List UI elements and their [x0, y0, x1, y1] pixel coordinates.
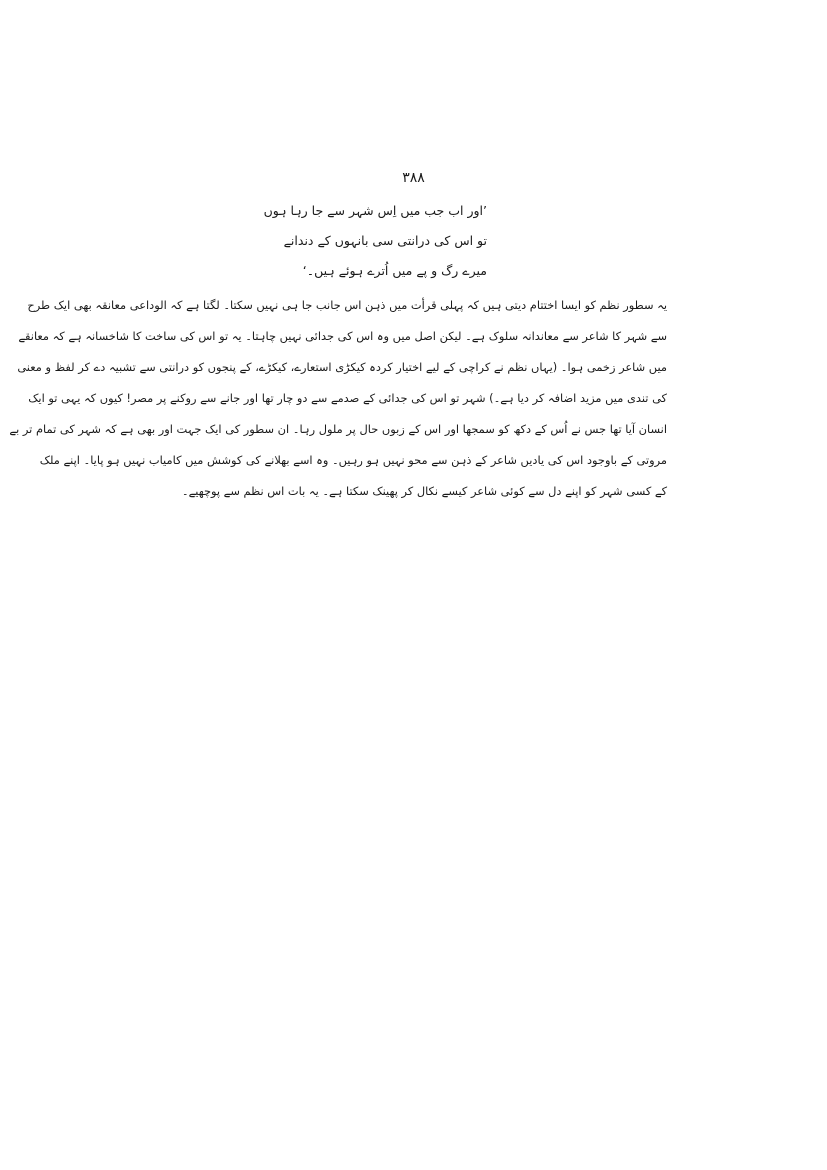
prose-line: میں شاعر زخمی ہوا۔ (یہاں نظم نے کراچی کے لیے اختیار کردہ کیکڑی استعارے، کیکڑے، کے پنجوں کو درانتی سے تشبیہ دے کر لفظ و معنی: [17, 360, 667, 374]
prose-paragraph: [9, 290, 667, 507]
poem-line: میرے رگ و پے میں اُترے ہوئے ہیں۔‘: [302, 263, 487, 278]
page-number: ۳۸۸: [402, 170, 425, 186]
prose-line: مروتی کے باوجود اس کی یادیں شاعر کے ذہن سے محو نہیں ہو رہیں۔ وہ اسے بھلانے کی کوشش میں کامیاب نہیں ہو پایا۔ اپنے ملک: [39, 453, 667, 467]
prose-line: کی تندی میں مزید اضافہ کر دیا ہے۔) شہر تو اس کی جدائی کے صدمے سے دو چار تھا اور جانے سے روکنے پر مصر! کیوں کہ یہی تو ایک: [28, 391, 667, 405]
prose-line: انسان آیا تھا جس نے اُس کے دکھ کو سمجھا اور اس کے زبوں حال پر ملول رہا۔ ان سطور کی ایک جہت اور بھی ہے کہ شہر کی تمام تر بے: [9, 422, 667, 436]
prose-line: سے شہر کا شاعر سے معاندانہ سلوک ہے۔ لیکن اصل میں وہ اس کی جدائی نہیں چاہتا۔ یہ تو اس کی ساخت کا شاخسانہ ہے کہ معانقے: [18, 329, 667, 343]
prose-line: یہ سطور نظم کو ایسا اختتام دیتی ہیں کہ پہلی قرأت میں ذہن اس جانب جا ہی نہیں سکتا۔ لگتا ہے کہ الوداعی معانقہ بھی ایک طرح: [27, 298, 667, 312]
prose-line: کے کسی شہر کو اپنے دل سے کوئی شاعر کیسے نکال کر پھینک سکتا ہے۔ یہ بات اس نظم سے پوچھیے۔: [181, 484, 667, 498]
poem-line: تو اس کی درانتی سی بانہوں کے دندانے: [283, 233, 487, 248]
poem-line: ’اور اب جب میں اِس شہر سے جا رہا ہوں: [263, 203, 487, 218]
